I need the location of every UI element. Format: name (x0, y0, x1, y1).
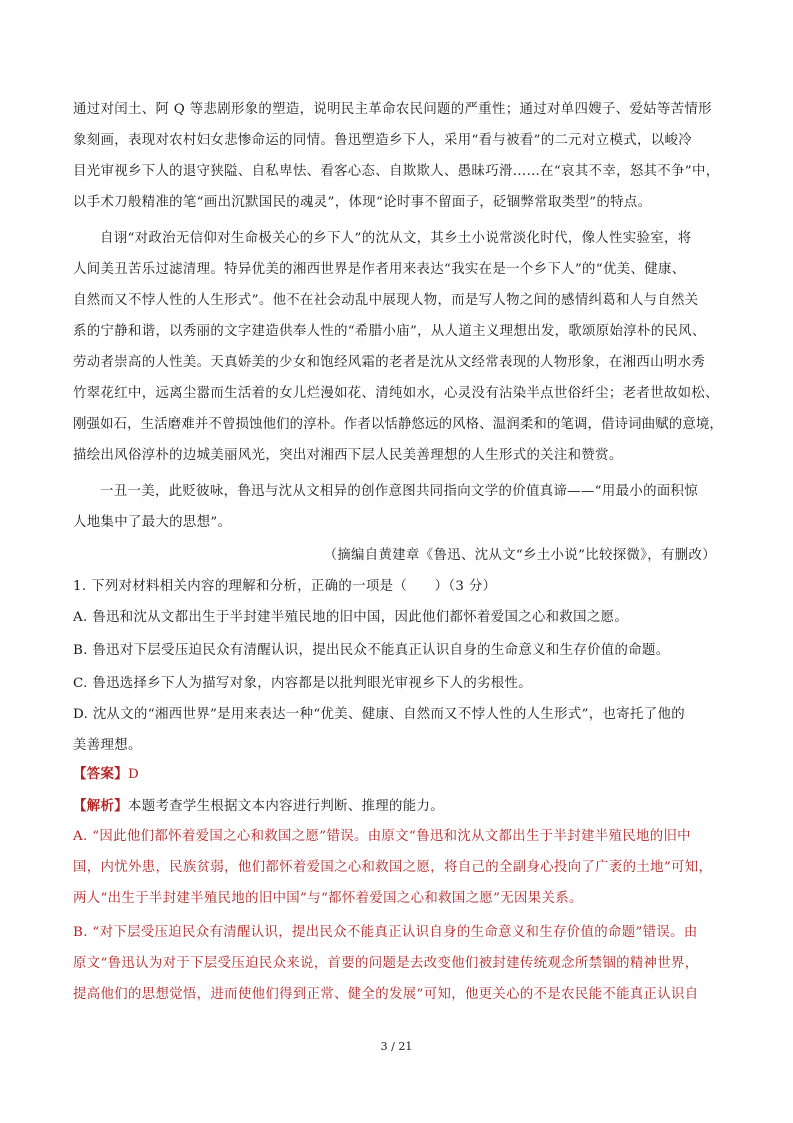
option-d-continued: 美善理想。 (73, 738, 142, 753)
body-text-line: 描绘出风俗淳朴的边城美丽风光，突出对湘西下层人民美善理想的人生形式的关注和赞赏。 (73, 448, 623, 463)
body-text-line: 系的宁静和谐，以秀丽的文字建造供奉人性的“希腊小庙”，从人道主义理想出发，歌颂原始淳朴的民风、 (73, 324, 706, 339)
body-text-line: 竹翠花红中，远离尘嚣而生活着的女儿烂漫如花、清纯如水，心灵没有沾染半点世俗纤尘；老者世故如松、 (73, 386, 719, 401)
analysis-text-line: 提高他们的思想觉悟，进而使他们得到正常、健全的发展”可知，他更关心的不是农民能不能真正认识自 (73, 987, 699, 1002)
option-b: B. 鲁迅对下层受压迫民众有清醒认识，提出民众不能真正认识自身的生命意义和生存价值的命题。 (73, 643, 670, 658)
analysis-text-line: 国，内忧外患，民族贫弱，他们都怀着爱国之心和救国之愿，将自己的全副身心投向了广袤的土地”可知， (73, 860, 713, 875)
analysis-text-line: 两人“出生于半封建半殖民地的旧中国”与“都怀着爱国之心和救国之愿”无因果关系。 (73, 891, 583, 906)
body-text-line: 刚强如石，生活磨难并不曾损蚀他们的淳朴。作者以恬静悠远的风格、温润柔和的笔调，借诗词曲赋的意境， (73, 417, 723, 432)
answer-value: D (127, 767, 140, 782)
analysis-label: 【解析】 (73, 798, 128, 814)
body-text-line: 一丑一美，此贬彼咏，鲁迅与沈从文相异的创作意图共同指向文学的价值真谛——“用最小的面积惊 (100, 484, 699, 499)
analysis-text-line: B. “对下层受压迫民众有清醒认识，提出民众不能真正认识自身的生命意义和生存价值的命题”错误。由 (73, 925, 698, 940)
body-text-line: 目光审视乡下人的退守狭隘、自私卑怯、看客心态、自欺欺人、愚昧巧滑……在“哀其不幸，怒其不争”中， (73, 164, 720, 179)
body-text-line: 自然而又不悖人性的人生形式”。他不在社会动乱中展现人物，而是写人物之间的感情纠葛和人与自然关 (73, 293, 699, 308)
body-text-line: 人间美丑苦乐过滤清理。特异优美的湘西世界是作者用来表达“我实在是一个乡下人”的“优美、健康、 (73, 262, 686, 277)
body-text-line: 自诩“对政治无信仰对生命极关心的乡下人”的沈从文，其乡土小说常淡化时代，像人性实验室，将 (100, 231, 692, 246)
page-number: 3 / 21 (380, 1040, 413, 1053)
body-text-line: 以手术刀般精准的笔“画出沉默国民的魂灵”，体现“论时事不留面子，砭锢弊常取类型”的特点。 (73, 195, 652, 210)
answer-line (73, 765, 139, 784)
question-stem: 1. 下列对材料相关内容的理解和分析，正确的一项是（ ）（3 分） (73, 579, 497, 594)
analysis-intro-line (73, 797, 444, 816)
analysis-intro: 本题考查学生根据文本内容进行判断、推理的能力。 (127, 799, 445, 814)
analysis-text-line: 原文“鲁迅认为对于下层受压迫民众来说，首要的问题是去改变他们被封建传统观念所禁锢的精神世界， (73, 956, 699, 971)
body-text-line: 通过对闰土、阿 Q 等悲剧形象的塑造，说明民主革命农民问题的严重性；通过对单四嫂子、爱姑等苦情形 (73, 102, 712, 117)
option-c: C. 鲁迅选择乡下人为描写对象，内容都是以批判眼光审视乡下人的劣根性。 (73, 676, 533, 691)
source-citation: （摘编自黄建章《鲁迅、沈从文“乡土小说”比较探微》，有删改） (323, 548, 716, 563)
body-text-line: 劳动者崇高的人性美。天真娇美的少女和饱经风霜的老者是沈从文经常表现的人物形象，在湘西山明水秀 (73, 355, 706, 370)
analysis-text-line: A. “因此他们都怀着爱国之心和救国之愿”错误。由原文“鲁迅和沈从文都出生于半封建半殖民地的旧中 (73, 829, 691, 844)
answer-label: 【答案】 (73, 766, 128, 782)
body-text-line: 人地集中了最大的思想”。 (73, 515, 232, 530)
body-text-line: 象刻画，表现对农村妇女悲惨命运的同情。鲁迅塑造乡下人，采用“看与被看”的二元对立模式，以峻冷 (73, 133, 692, 148)
option-a: A. 鲁迅和沈从文都出生于半封建半殖民地的旧中国，因此他们都怀着爱国之心和救国之愿。 (73, 610, 629, 625)
option-d: D. 沈从文的“湘西世界”是用来表达一种“优美、健康、自然而又不悖人性的人生形式”，也寄托了他的 (73, 707, 685, 722)
